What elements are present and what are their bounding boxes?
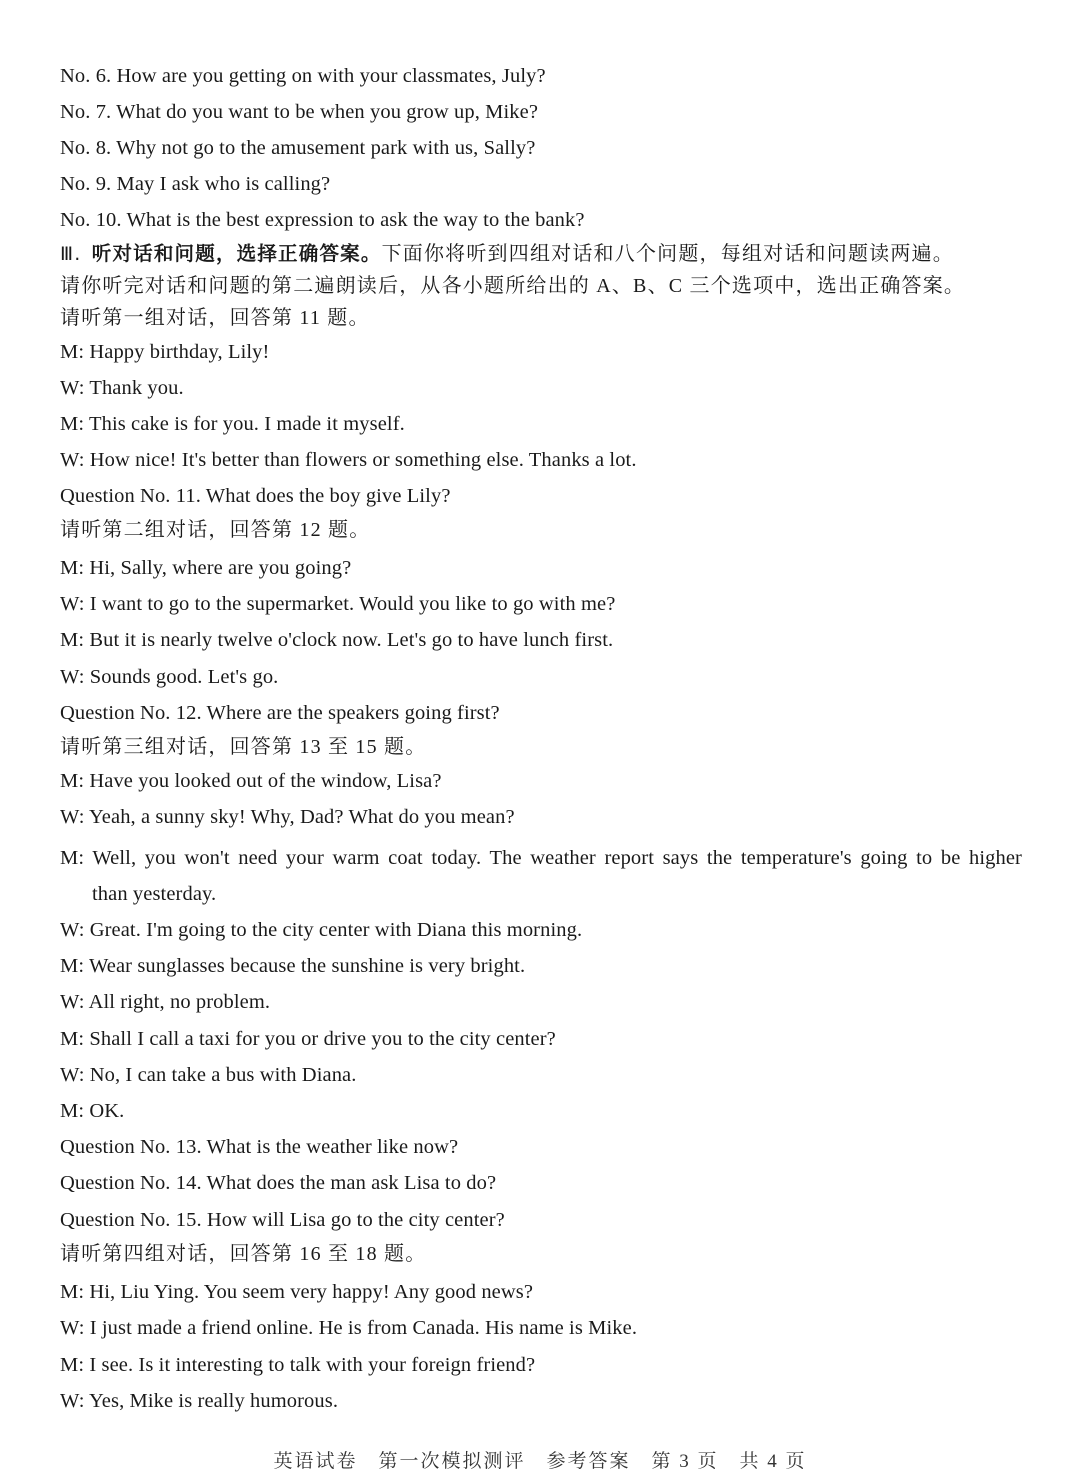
question-15: Question No. 15. How will Lisa go to the city center?	[60, 1209, 505, 1231]
question-14: Question No. 14. What does the man ask Lisa to do?	[60, 1172, 497, 1194]
dialogue-line: W: Thank you.	[60, 377, 184, 399]
page-footer: 英语试卷 第一次模拟测评 参考答案 第 3 页 共 4 页	[273, 1451, 807, 1472]
group3-header: 请听第三组对话，回答第 13 至 15 题。	[60, 736, 427, 758]
section-title: 听对话和问题，选择正确答案。	[91, 242, 382, 265]
section-number: Ⅲ.	[60, 243, 82, 265]
dialogue-line: M: Shall I call a taxi for you or drive you to the city center?	[60, 1028, 556, 1050]
question-6: No. 6. How are you getting on with your classmates, July?	[60, 65, 546, 87]
question-11: Question No. 11. What does the boy give Lily?	[60, 485, 451, 507]
dialogue-line: M: Well, you won't need your warm coat today. The weather report says the temperature's going to be higher	[60, 847, 1022, 869]
dialogue-line: M: Hi, Liu Ying. You seem very happy! Any good news?	[60, 1281, 534, 1303]
dialogue-line: W: Sounds good. Let's go.	[60, 666, 279, 688]
dialogue-line: M: This cake is for you. I made it myself.	[60, 413, 405, 435]
question-13: Question No. 13. What is the weather like now?	[60, 1136, 459, 1158]
question-10: No. 10. What is the best expression to ask the way to the bank?	[60, 209, 585, 231]
dialogue-line: W: No, I can take a bus with Diana.	[60, 1064, 357, 1086]
section-instruction-line2: 请你听完对话和问题的第二遍朗读后，从各小题所给出的 A、B、C 三个选项中，选出正确答案。	[60, 275, 966, 297]
dialogue-line: M: Wear sunglasses because the sunshine is very bright.	[60, 955, 526, 977]
dialogue-line: W: I just made a friend online. He is from Canada. His name is Mike.	[60, 1317, 638, 1339]
dialogue-line: M: Happy birthday, Lily!	[60, 341, 270, 363]
dialogue-line: W: All right, no problem.	[60, 991, 271, 1013]
dialogue-line: W: How nice! It's better than flowers or something else. Thanks a lot.	[60, 449, 637, 471]
dialogue-line: M: Hi, Sally, where are you going?	[60, 557, 352, 579]
dialogue-line: W: Yeah, a sunny sky! Why, Dad? What do you mean?	[60, 806, 515, 828]
dialogue-line: W: Great. I'm going to the city center with Diana this morning.	[60, 919, 583, 941]
question-12: Question No. 12. Where are the speakers going first?	[60, 702, 500, 724]
question-9: No. 9. May I ask who is calling?	[60, 173, 331, 195]
dialogue-line: M: OK.	[60, 1100, 125, 1122]
dialogue-line: M: Have you looked out of the window, Lisa?	[60, 770, 442, 792]
dialogue-line-continuation: than yesterday.	[92, 883, 217, 905]
group4-header: 请听第四组对话，回答第 16 至 18 题。	[60, 1243, 427, 1265]
dialogue-line: W: Yes, Mike is really humorous.	[60, 1390, 339, 1412]
section-3-heading	[60, 241, 954, 267]
dialogue-line: W: I want to go to the supermarket. Would you like to go with me?	[60, 593, 616, 615]
group2-header: 请听第二组对话，回答第 12 题。	[60, 519, 371, 541]
section-instruction: 下面你将听到四组对话和八个问题，每组对话和问题读两遍。	[381, 243, 954, 265]
dialogue-line: M: I see. Is it interesting to talk with your foreign friend?	[60, 1354, 536, 1376]
dialogue-line: M: But it is nearly twelve o'clock now. Let's go to have lunch first.	[60, 629, 614, 651]
group1-header: 请听第一组对话，回答第 11 题。	[60, 307, 370, 329]
question-8: No. 8. Why not go to the amusement park with us, Sally?	[60, 137, 536, 159]
question-7: No. 7. What do you want to be when you grow up, Mike?	[60, 101, 539, 123]
